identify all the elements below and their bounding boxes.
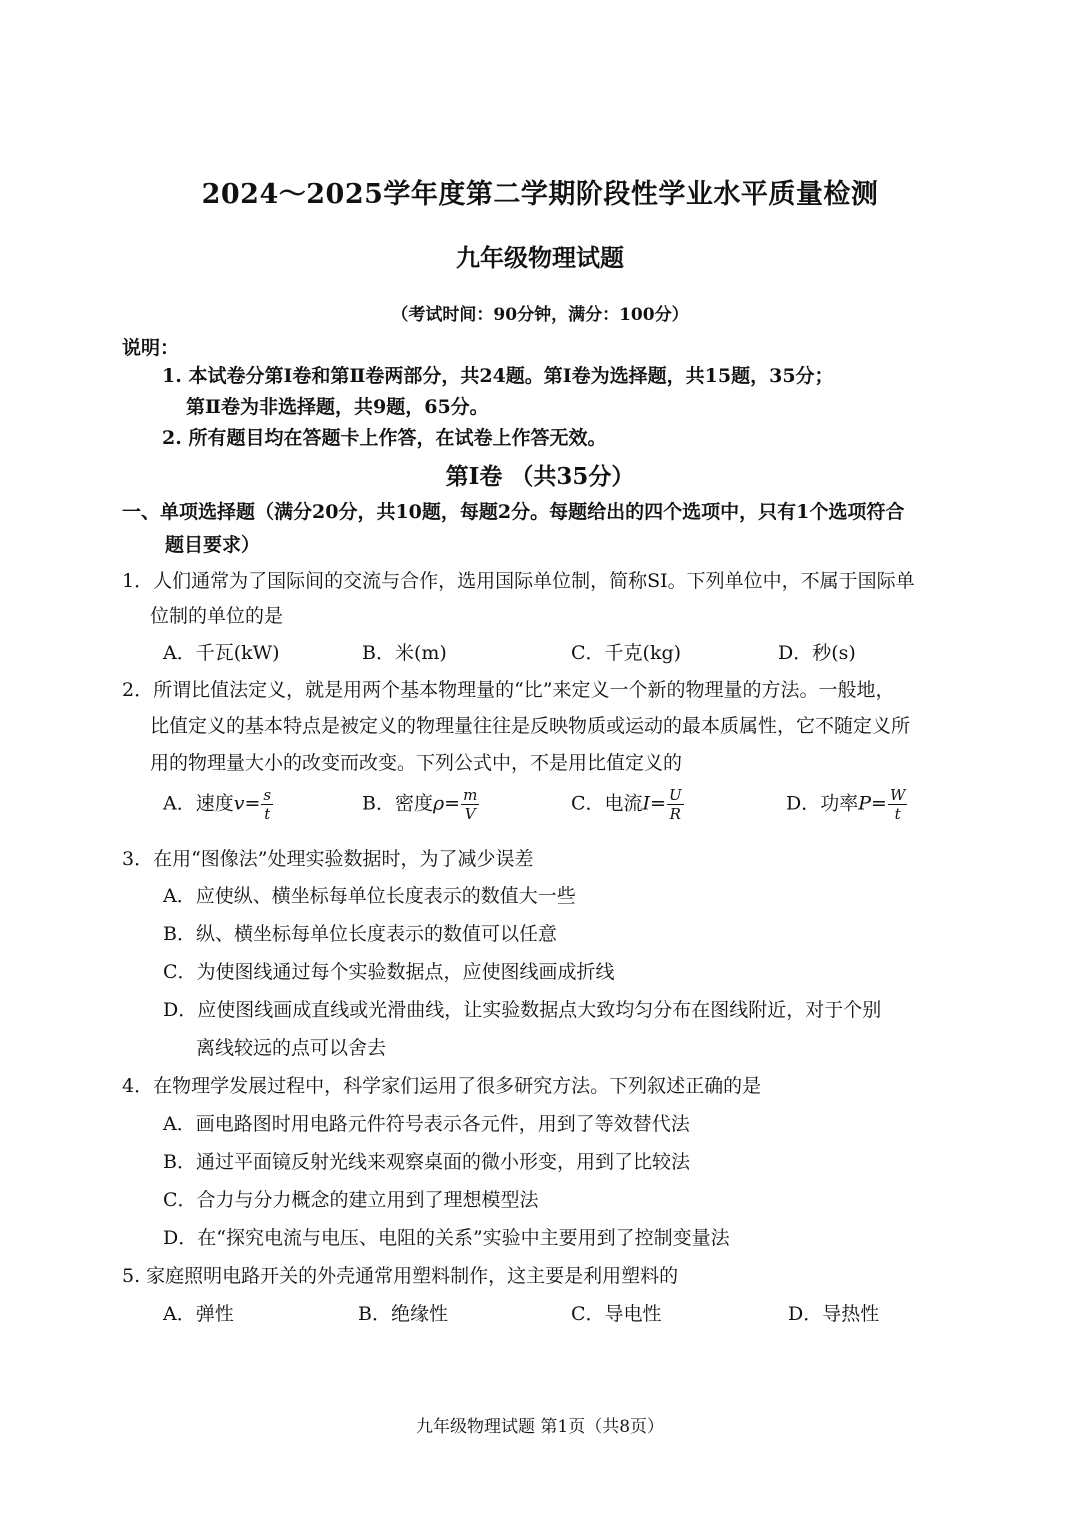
option-b-label: B．密度 [362, 792, 433, 815]
question-1-line-2: 位制的单位的是 [150, 605, 284, 627]
question-2-option-b [362, 786, 479, 823]
option-d-label: D．功率 [786, 792, 859, 815]
question-2-line-3: 用的物理量大小的改变而改变。下列公式中，不是用比值定义的 [150, 752, 683, 774]
question-3-line-1: 3．在用“图像法”处理实验数据时，为了减少误差 [122, 848, 534, 870]
option-a-numerator: s [263, 786, 272, 804]
instructions-label: 说明： [122, 337, 180, 359]
question-1-option-a: A．千瓦(kW) [163, 642, 280, 664]
page-footer: 九年级物理试题 第1页（共8页） [415, 1417, 665, 1437]
option-b-var: ρ= [432, 792, 461, 815]
question-1-option-b: B．米(m) [362, 642, 447, 664]
question-2-line-2: 比值定义的基本特点是被定义的物理量往往是反映物质或运动的最本质属性，它不随定义所 [150, 715, 911, 737]
part-heading-line-2: 题目要求） [165, 534, 261, 556]
option-c-label: C．电流 [571, 792, 643, 815]
option-d-numerator: W [889, 786, 906, 804]
option-c-var: I= [642, 792, 666, 815]
exam-title: 2024～2025学年度第二学期阶段性学业水平质量检测 [201, 179, 879, 210]
question-5-option-a: A．弹性 [163, 1303, 234, 1325]
question-1-option-d: D．秒(s) [778, 642, 856, 664]
question-3-option-b: B．纵、横坐标每单位长度表示的数值可以任意 [163, 923, 557, 945]
option-b-fraction [461, 786, 479, 823]
exam-subtitle: 九年级物理试题 [456, 243, 624, 272]
option-b-numerator: m [463, 786, 478, 804]
part-heading-line-1: 一、单项选择题（满分20分，共10题，每题2分。每题给出的四个选项中，只有1个选项符合 [122, 501, 905, 523]
instruction-item-2: 2. 所有题目均在答题卡上作答，在试卷上作答无效。 [162, 427, 607, 449]
option-c-denominator: R [669, 805, 681, 823]
question-1-option-c: C．千克(kg) [571, 642, 682, 664]
option-a-denominator: t [264, 805, 271, 823]
question-4-option-a: A．画电路图时用电路元件符号表示各元件，用到了等效替代法 [163, 1113, 690, 1135]
question-3-option-c: C．为使图线通过每个实验数据点，应使图线画成折线 [163, 961, 615, 983]
question-2-option-c [571, 786, 684, 823]
question-2-option-d [786, 786, 907, 823]
question-1-line-1: 1．人们通常为了国际间的交流与合作，选用国际单位制，简称SI。下列单位中，不属于国际单 [122, 570, 915, 592]
instruction-item-1-line-2: 第Ⅱ卷为非选择题，共9题，65分。 [186, 396, 489, 418]
question-4-option-d: D．在“探究电流与电压、电阻的关系”实验中主要用到了控制变量法 [163, 1227, 730, 1249]
question-5-option-c: C．导电性 [571, 1303, 662, 1325]
option-a-fraction [261, 786, 273, 823]
question-4-option-b: B．通过平面镜反射光线来观察桌面的微小形变，用到了比较法 [163, 1151, 690, 1173]
option-a-var: v= [233, 792, 261, 815]
question-3-option-a: A．应使纵、横坐标每单位长度表示的数值大一些 [163, 885, 576, 907]
question-2-line-1: 2．所谓比值法定义，就是用两个基本物理量的“比”来定义一个新的物理量的方法。一般地， [122, 679, 895, 701]
option-c-numerator: U [668, 786, 682, 804]
question-3-option-d-line-2: 离线较远的点可以舍去 [196, 1037, 387, 1059]
question-5-line-1: 5. 家庭照明电路开关的外壳通常用塑料制作，这主要是利用塑料的 [122, 1265, 679, 1287]
option-d-denominator: t [894, 805, 901, 823]
question-3-option-d: D．应使图线画成直线或光滑曲线，让实验数据点大致均匀分布在图线附近，对于个别 [163, 999, 882, 1021]
question-5-option-b: B．绝缘性 [358, 1303, 448, 1325]
option-b-denominator: V [464, 805, 476, 823]
exam-info: （考试时间：90分钟，满分：100分） [391, 305, 689, 325]
option-d-var: P= [858, 792, 887, 815]
instruction-item-1-line-1: 1. 本试卷分第Ⅰ卷和第Ⅱ卷两部分，共24题。第Ⅰ卷为选择题，共15题，35分； [162, 365, 834, 387]
question-4-line-1: 4．在物理学发展过程中，科学家们运用了很多研究方法。下列叙述正确的是 [122, 1075, 762, 1097]
option-d-fraction [888, 786, 907, 823]
option-a-label: A．速度 [163, 792, 234, 815]
question-5-option-d: D．导热性 [788, 1303, 880, 1325]
question-4-option-c: C．合力与分力概念的建立用到了理想模型法 [163, 1189, 539, 1211]
section-title: 第Ⅰ卷 （共35分） [445, 463, 635, 490]
question-2-option-a [163, 786, 273, 823]
option-c-fraction [667, 786, 684, 823]
